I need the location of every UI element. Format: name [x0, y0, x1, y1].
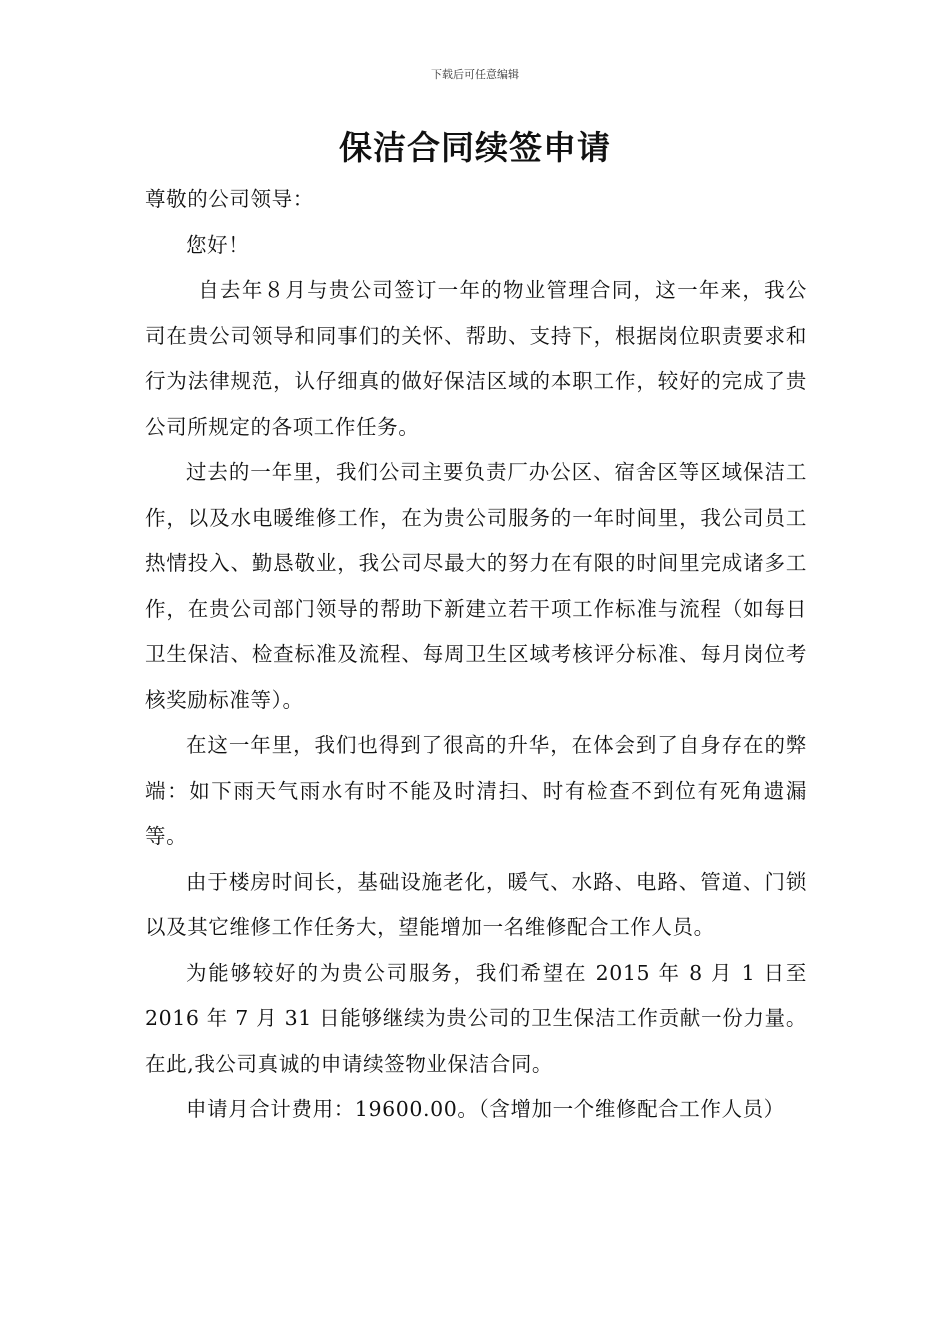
paragraph-monthly-fee: 申请月合计费用：19600.00。（含增加一个维修配合工作人员）	[186, 1097, 785, 1121]
paragraph-past-year-work: 过去的一年里，我们公司主要负责厂办公区、宿舍区等区域保洁工作，以及水电暖维修工作，在为贵公司服务的一年时间里，我公司员工热情投入、勤恳敬业，我公司尽最大的努力在有限的时间里完成诸多工作，在贵公司部门领导的帮助下新建立若干项工作标准与流程（如每日卫生保洁、检查标准及流程、每周卫生区域考核评分标准、每月岗位考核奖励标准等）。	[145, 460, 807, 712]
greeting: 您好！	[186, 232, 250, 257]
header-note: 下载后可任意编辑	[431, 68, 519, 81]
salutation: 尊敬的公司领导：	[145, 187, 314, 211]
document-body	[145, 177, 807, 1133]
paragraph-maintenance-request: 由于楼房时间长，基础设施老化，暖气、水路、电路、管道、门锁以及其它维修工作任务大，望能增加一名维修配合工作人员。	[145, 869, 807, 939]
paragraph-shortcomings: 在这一年里，我们也得到了很高的升华，在体会到了自身存在的弊端：如下雨天气雨水有时不能及时清扫、时有检查不到位有死角遗漏等。	[145, 733, 807, 848]
paragraph-renewal-request: 为能够较好的为贵公司服务，我们希望在 2015 年 8 月 1 日至 2016 年 7 月 31 日能够继续为贵公司的卫生保洁工作贡献一份力量。在此,我公司真诚的申请续签物业保洁合同。	[145, 960, 807, 1076]
document-title: 保洁合同续签申请	[339, 128, 611, 167]
paragraph-contract-review: 自去年８月与贵公司签订一年的物业管理合同，这一年来，我公司在贵公司领导和同事们的关怀、帮助、支持下，根据岗位职责要求和行为法律规范，认仔细真的做好保洁区域的本职工作，较好的完成了贵公司所规定的各项工作任务。	[145, 278, 807, 439]
